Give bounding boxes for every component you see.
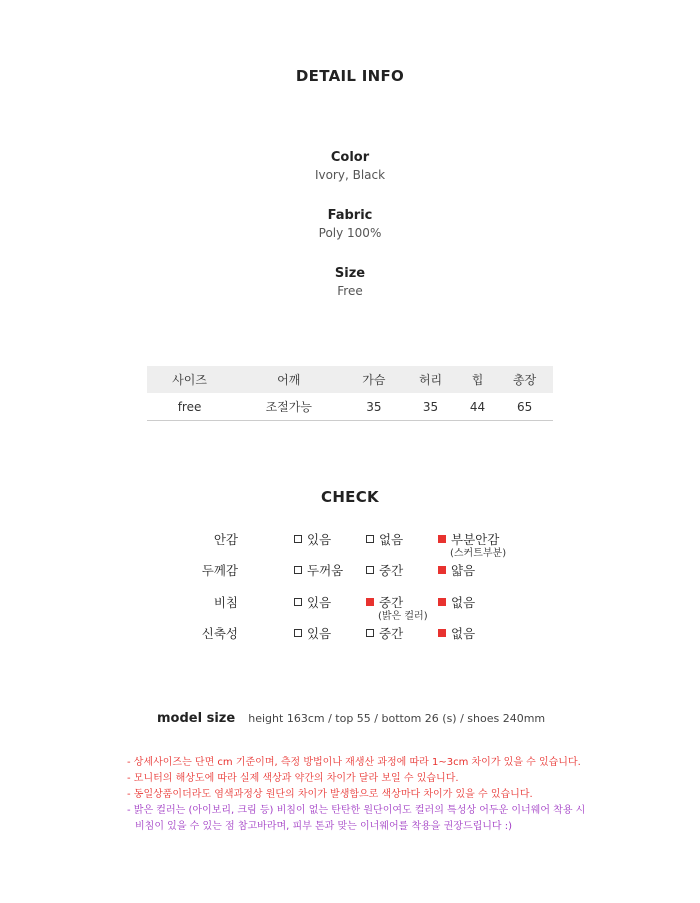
model-size — [157, 707, 545, 726]
check-option-label: 없음 — [451, 595, 476, 610]
info-size-value: Free — [337, 284, 363, 298]
size-table-header: 힙 — [459, 366, 496, 393]
check-option-label: 두꺼움 — [307, 563, 344, 578]
note-line: - 밝은 컬러는 (아이보리, 크림 등) 비침이 없는 탄탄한 원단이여도 컬러의 특성상 어두운 이너웨어 착용 시 — [127, 805, 586, 816]
checkbox-checked-icon — [438, 566, 446, 574]
info-size-label: Size — [334, 266, 366, 281]
checkbox-icon — [366, 566, 374, 574]
checkbox-checked-icon — [438, 598, 446, 606]
check-option — [294, 593, 331, 611]
check-option-label: 중간 — [379, 595, 404, 610]
check-option — [438, 624, 475, 642]
checkbox-checked-icon — [438, 535, 446, 543]
size-table-header: 어깨 — [232, 366, 345, 393]
detail-info-title: DETAIL INFO — [295, 67, 405, 85]
checkbox-icon — [366, 629, 374, 637]
check-option-label: 있음 — [307, 595, 332, 610]
check-row-label: 신축성 — [201, 626, 238, 641]
check-option — [294, 624, 331, 642]
note-line: - 상세사이즈는 단면 cm 기준이며, 측정 방법이나 재생산 과정에 따라 1~3cm 차이가 있을 수 있습니다. — [127, 757, 581, 768]
size-table — [147, 366, 553, 421]
info-fabric — [0, 207, 700, 242]
check-row-label: 두께감 — [201, 563, 238, 578]
check-option-note: (밝은 컬러) — [378, 611, 428, 622]
size-table-header: 총장 — [496, 366, 553, 393]
check-option — [294, 561, 343, 579]
size-table-cell: 조절가능 — [232, 393, 345, 421]
check-option-label: 있음 — [307, 626, 332, 641]
checkbox-icon — [366, 535, 374, 543]
size-table-cell: 35 — [402, 393, 459, 421]
checkbox-checked-icon — [366, 598, 374, 606]
size-table-header: 사이즈 — [147, 366, 232, 393]
info-fabric-label: Fabric — [327, 208, 373, 223]
checkbox-icon — [294, 629, 302, 637]
check-option-note: (스커트부분) — [450, 548, 507, 559]
checkbox-checked-icon — [438, 629, 446, 637]
info-fabric-value: Poly 100% — [318, 226, 382, 240]
check-option-label: 중간 — [379, 626, 404, 641]
model-size-label: model size — [157, 711, 236, 726]
check-option-label: 중간 — [379, 563, 404, 578]
check-row-label: 안감 — [213, 532, 238, 547]
check-option — [438, 561, 475, 579]
check-option — [294, 530, 331, 548]
note-line: - 동일상품이더라도 염색과정상 원단의 차이가 발생함으로 색상마다 차이가 있을 수 있습니다. — [127, 789, 533, 800]
check-title: CHECK — [321, 488, 379, 506]
checkbox-icon — [294, 535, 302, 543]
model-size-value: height 163cm / top 55 / bottom 26 (s) / shoes 240mm — [248, 712, 546, 725]
check-row-label: 비침 — [213, 595, 238, 610]
check-option — [366, 624, 403, 642]
check-option-label: 없음 — [379, 532, 404, 547]
info-size — [0, 265, 700, 300]
checkbox-icon — [294, 598, 302, 606]
check-option-label: 얇음 — [451, 563, 476, 578]
check-option-label: 있음 — [307, 532, 332, 547]
note-line: - 모니터의 해상도에 따라 실제 색상과 약간의 차이가 달라 보일 수 있습니다. — [127, 773, 459, 784]
size-table-header-row — [147, 366, 553, 393]
checkbox-icon — [294, 566, 302, 574]
check-option — [366, 561, 403, 579]
size-table-row — [147, 393, 553, 421]
size-table-cell: free — [147, 393, 232, 421]
notes — [127, 755, 597, 835]
note-line: 비침이 있을 수 있는 점 참고바라며, 피부 톤과 맞는 이너웨어를 착용을 권장드립니다 :) — [135, 821, 513, 832]
check-option — [438, 593, 475, 611]
size-table-header: 가슴 — [345, 366, 402, 393]
size-table-cell: 65 — [496, 393, 553, 421]
size-table-cell: 44 — [459, 393, 496, 421]
size-table-cell: 35 — [345, 393, 402, 421]
size-table-header: 허리 — [402, 366, 459, 393]
check-option — [366, 530, 403, 548]
info-color-value: Ivory, Black — [314, 168, 386, 182]
check-option-label: 부분안감 — [451, 532, 500, 547]
check-option-label: 없음 — [451, 626, 476, 641]
info-color — [0, 149, 700, 184]
info-color-label: Color — [330, 150, 370, 165]
